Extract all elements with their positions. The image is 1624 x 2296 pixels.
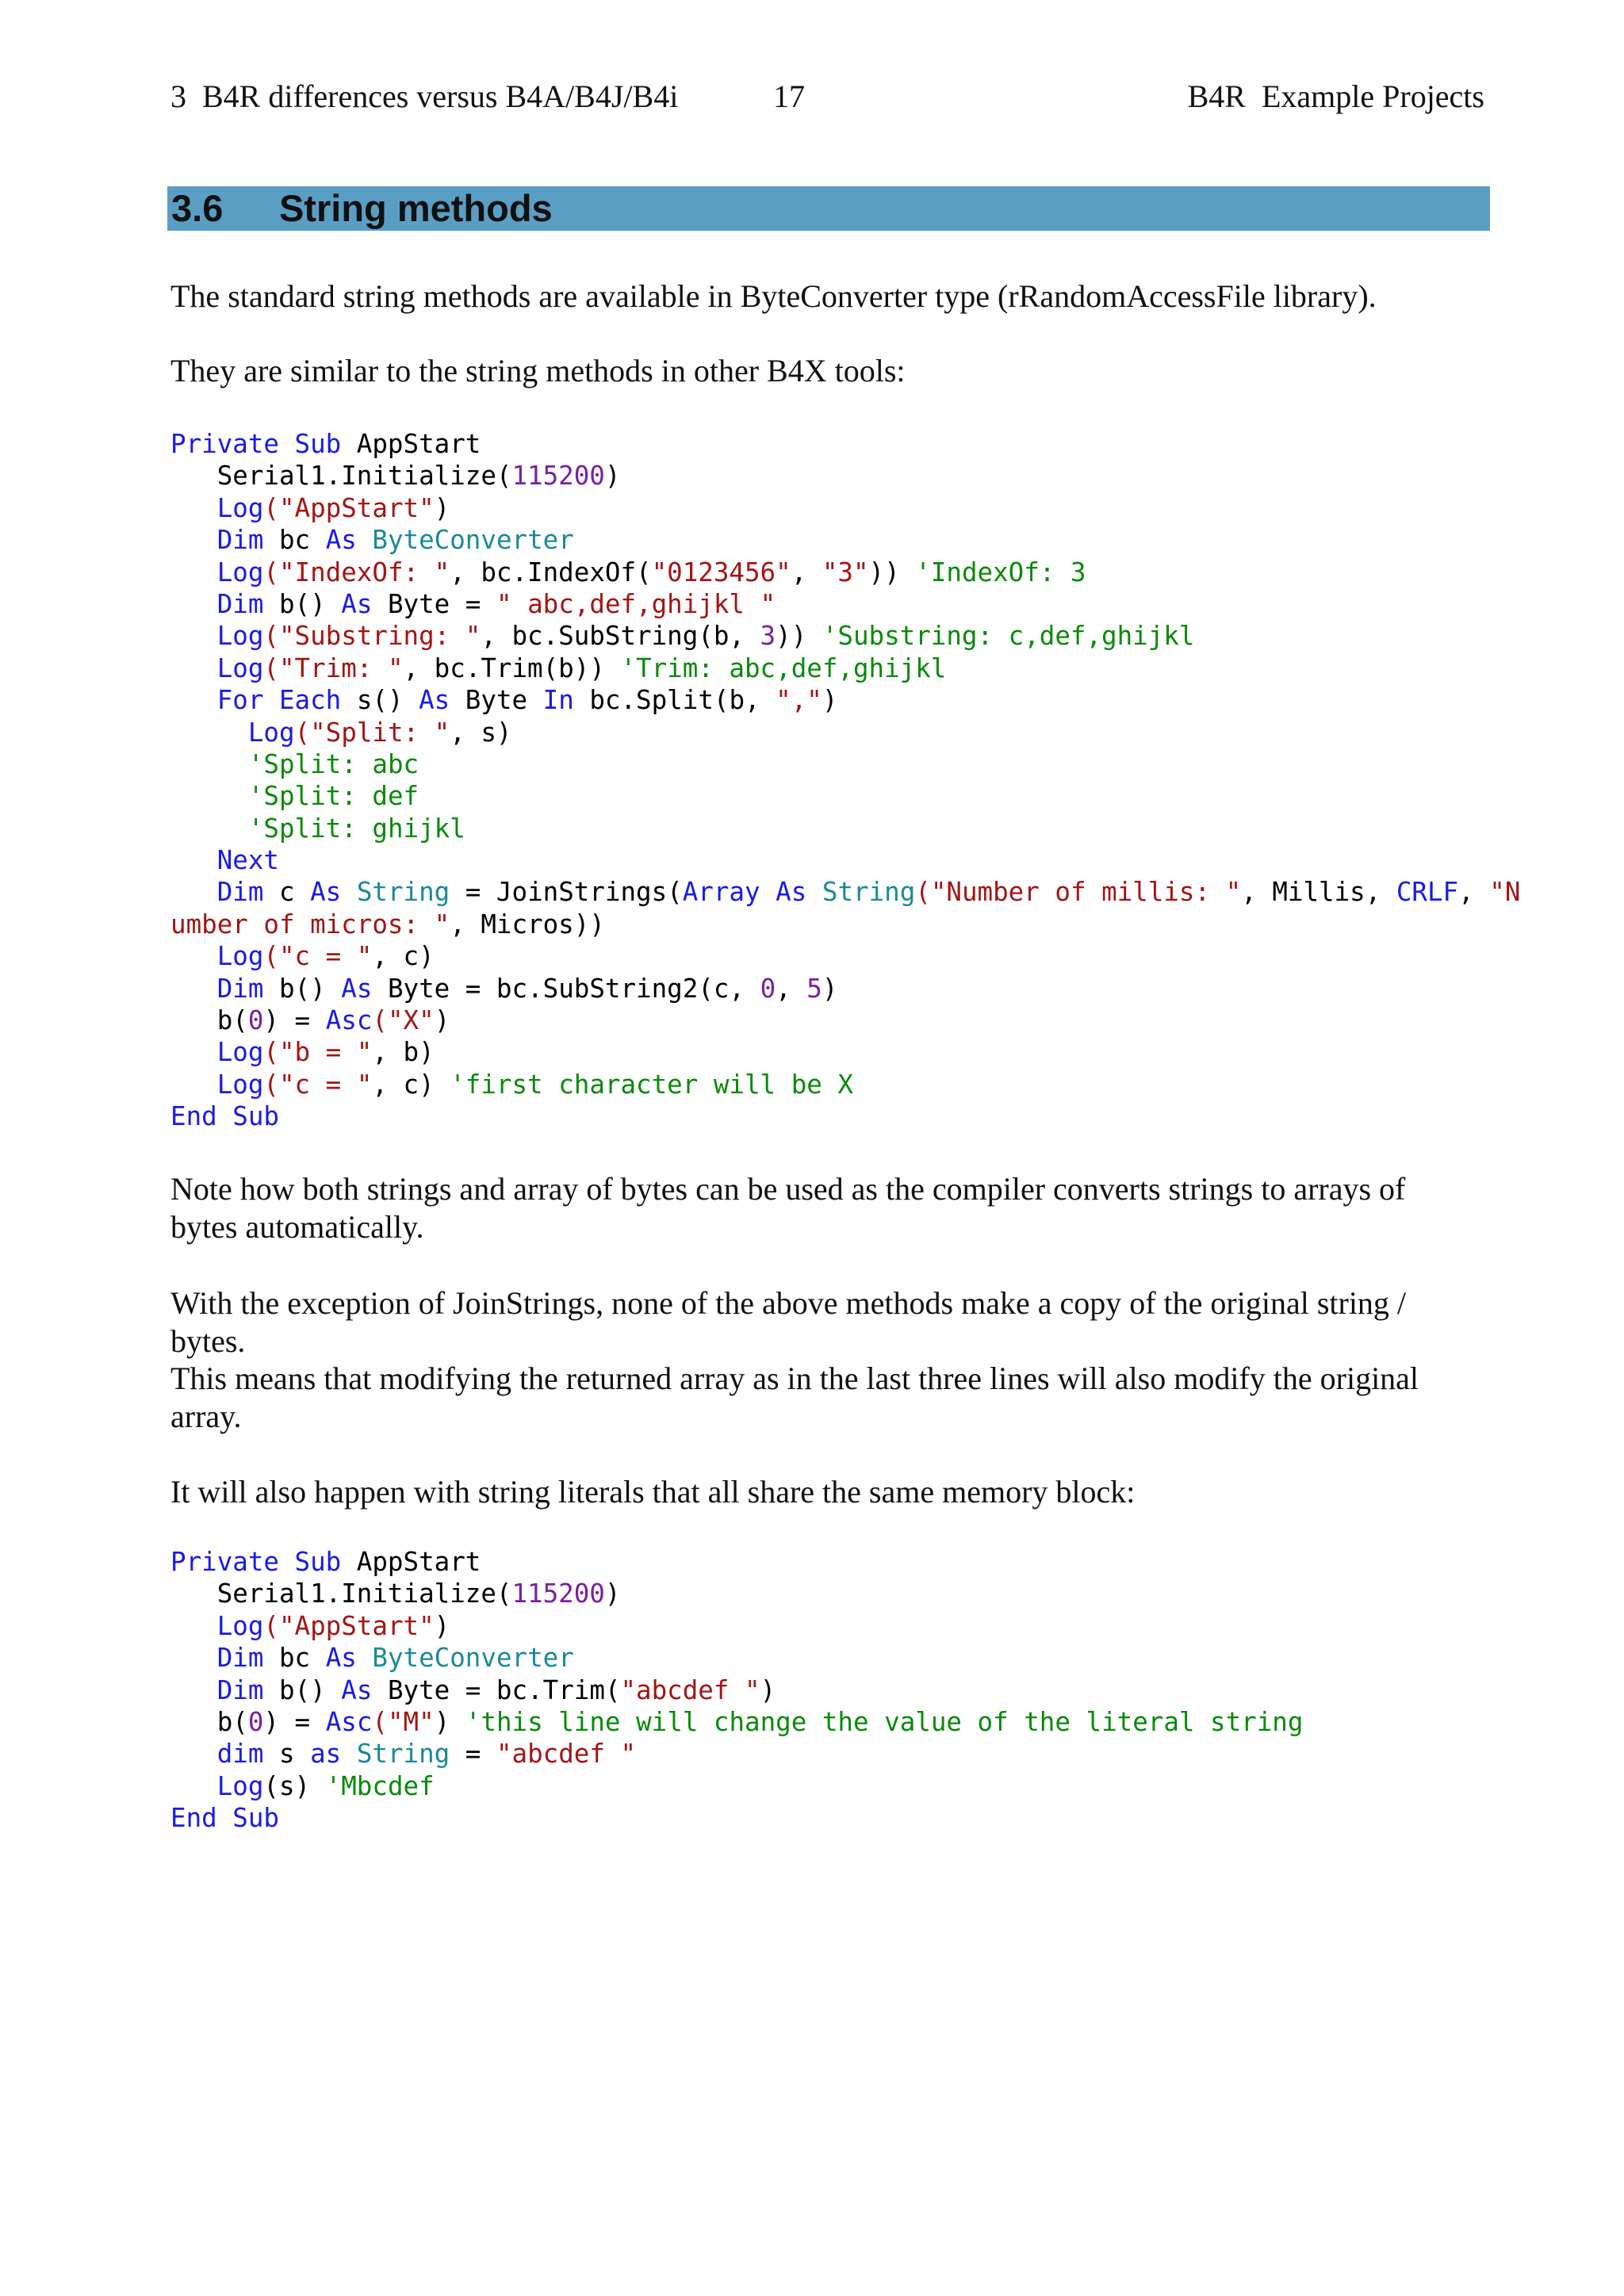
code-token [170, 493, 217, 523]
code-token: , c) [372, 1069, 435, 1100]
code-block-string-methods [170, 428, 1520, 1133]
code-token: Next [216, 845, 279, 876]
code-token: Log [216, 1610, 264, 1641]
code-line [170, 1100, 1520, 1132]
code-line [170, 1674, 1303, 1706]
code-token: For Each [216, 685, 342, 716]
code-token: 'Substring: c,def,ghijkl [806, 621, 1195, 652]
code-token: Log [216, 492, 264, 523]
code-token: , [1458, 877, 1490, 908]
code-line [170, 460, 1520, 492]
code-token: ("IndexOf: " [263, 557, 450, 587]
code-token [170, 718, 248, 748]
code-token: , bc.SubString(b, [481, 621, 760, 652]
code-token: Asc [325, 1706, 373, 1737]
code-token: , s) [450, 717, 512, 748]
code-token [806, 877, 822, 907]
code-token: "0123456" [651, 557, 791, 587]
code-token: 5 [806, 973, 822, 1004]
code-token: End Sub [170, 1101, 279, 1132]
code-token: End Sub [170, 1803, 279, 1834]
code-token: ) = [263, 1706, 326, 1737]
code-token: Asc [325, 1005, 373, 1036]
code-token: Private Sub [170, 429, 342, 459]
code-token [170, 525, 217, 555]
code-line [170, 588, 1520, 620]
code-token: Dim [216, 1643, 264, 1674]
code-token: Dim [216, 588, 264, 619]
code-line [170, 1069, 1520, 1100]
header-book-title: B4R Example Projects [1187, 78, 1484, 114]
code-token [170, 1611, 217, 1641]
code-token: ) [822, 973, 838, 1004]
code-token [170, 941, 217, 971]
code-line [170, 1004, 1520, 1036]
code-token: ("c = " [263, 941, 373, 972]
paragraph-note-line-2: bytes automatically. [170, 1209, 424, 1245]
code-token [357, 525, 373, 555]
code-token [170, 1771, 217, 1801]
code-token: 'Split: ghijkl [247, 813, 465, 844]
code-line [170, 973, 1520, 1004]
code-line [170, 1738, 1303, 1770]
code-token: ("M" [372, 1706, 435, 1737]
code-token [170, 845, 217, 875]
code-token [170, 653, 217, 683]
code-token: s() [341, 685, 419, 716]
code-token: b() [263, 1674, 342, 1705]
code-token [170, 589, 217, 619]
code-token: Log [216, 1037, 264, 1068]
code-token: , bc.IndexOf( [450, 557, 652, 587]
paragraph-exception-line-3: This means that modifying the returned array as in the last three lines will also modify the original [170, 1360, 1419, 1396]
code-token: = JoinStrings( [450, 877, 683, 908]
code-token [170, 1070, 217, 1100]
code-token [170, 781, 248, 811]
code-line [170, 557, 1520, 588]
code-line [170, 1770, 1303, 1802]
paragraph-exception-line-1: With the exception of JoinStrings, none of the above methods make a copy of the original string / [170, 1285, 1407, 1321]
code-token: , Millis, [1241, 877, 1396, 908]
code-token: ("Substring: " [263, 621, 481, 652]
code-token: ("b = " [263, 1037, 373, 1068]
code-token: b( [170, 1706, 248, 1737]
code-token: , [791, 557, 822, 587]
code-token [170, 877, 217, 907]
code-token: Byte [450, 685, 543, 716]
paragraph-exception-line-2: bytes. [170, 1323, 246, 1359]
code-token: As [776, 877, 807, 908]
code-token: (s) [263, 1770, 311, 1801]
section-title: String methods [279, 187, 553, 229]
code-token: As [310, 877, 342, 908]
code-token: ByteConverter [372, 525, 574, 556]
code-token: b( [170, 1005, 248, 1036]
code-line [170, 524, 1520, 556]
code-token: "," [776, 685, 822, 716]
code-line [170, 748, 1520, 780]
code-line [170, 844, 1520, 876]
code-token: ByteConverter [372, 1643, 574, 1674]
code-token: Dim [216, 1674, 264, 1705]
code-token [341, 877, 357, 907]
code-token: dim [216, 1739, 264, 1770]
code-line [170, 428, 1520, 460]
code-token: b() [263, 973, 342, 1004]
code-token: ) = [263, 1005, 326, 1036]
code-token [170, 813, 248, 844]
code-line [170, 684, 1520, 716]
code-token: 0 [247, 1005, 264, 1036]
code-token: ) [760, 1674, 776, 1705]
code-line [170, 1546, 1303, 1578]
code-token: , bc.Trim(b)) [403, 652, 605, 683]
code-token [170, 749, 248, 779]
code-token [170, 685, 217, 715]
code-token: As [341, 1674, 373, 1705]
code-token: s [263, 1739, 311, 1770]
code-token [170, 1643, 217, 1673]
code-token: Array [682, 877, 760, 908]
code-line [170, 909, 1520, 940]
code-token: 'IndexOf: 3 [899, 557, 1086, 587]
code-token: 115200 [511, 1578, 605, 1609]
code-token: umber of micros: " [170, 909, 450, 939]
code-token: As [325, 1643, 357, 1674]
code-token: 3 [760, 621, 776, 652]
code-token: )) [868, 557, 900, 587]
code-token: ("AppStart" [263, 1610, 435, 1641]
code-token: ("X" [372, 1005, 435, 1036]
code-line [170, 1578, 1303, 1609]
code-token: " abc,def,ghijkl " [496, 588, 776, 619]
code-token: ("AppStart" [263, 492, 435, 523]
code-token: bc [263, 1643, 326, 1674]
code-token [170, 1037, 217, 1067]
code-line [170, 1802, 1303, 1834]
section-heading [167, 186, 1490, 231]
code-token: , [776, 973, 807, 1004]
code-token: As [341, 973, 373, 1004]
code-line [170, 620, 1520, 652]
header-chapter: 3 B4R differences versus B4A/B4J/B4i [170, 78, 679, 114]
code-block-literal-example [170, 1546, 1303, 1835]
code-token: bc [263, 525, 326, 556]
code-token: Serial1.Initialize( [170, 461, 512, 492]
code-token: 'Split: abc [247, 748, 419, 779]
code-token: AppStart [341, 429, 481, 459]
code-token: as [310, 1739, 342, 1770]
code-line [170, 813, 1520, 844]
code-token: ("Number of millis: " [915, 877, 1242, 908]
code-token: Dim [216, 973, 264, 1004]
code-token: String [822, 877, 916, 908]
code-token: 'first character will be X [434, 1069, 853, 1100]
code-token: Dim [216, 525, 264, 556]
code-token: ) [434, 492, 450, 523]
code-token: 0 [247, 1706, 264, 1737]
code-line [170, 876, 1520, 908]
paragraph-similar: They are similar to the string methods in other B4X tools: [170, 353, 906, 388]
code-token: CRLF [1396, 877, 1459, 908]
code-token: ("Split: " [294, 717, 450, 748]
code-token: ("c = " [263, 1069, 373, 1100]
code-token: ) [434, 1005, 450, 1036]
code-token: "N [1489, 877, 1521, 908]
paragraph-literals: It will also happen with string literals that all share the same memory block: [170, 1474, 1136, 1510]
code-token: Byte = bc.Trim( [372, 1674, 621, 1705]
code-token: ) [434, 1706, 450, 1737]
code-token [341, 1739, 357, 1769]
code-token: "abcdef " [620, 1674, 760, 1705]
code-token: AppStart [341, 1547, 481, 1577]
code-token: As [419, 685, 450, 716]
code-token: 'Mbcdef [310, 1770, 435, 1801]
code-line [170, 1642, 1303, 1674]
code-line [170, 940, 1520, 972]
code-token: Log [216, 1770, 264, 1801]
code-token: c [263, 877, 311, 908]
header-page-number: 17 [773, 78, 805, 114]
paragraph-exception-line-4: array. [170, 1399, 242, 1434]
code-token: Byte = [372, 588, 496, 619]
code-token [170, 974, 217, 1004]
paragraph-note-line-1: Note how both strings and array of bytes can be used as the compiler converts strings to arrays of [170, 1171, 1406, 1207]
code-token: Private Sub [170, 1547, 342, 1577]
code-token: Log [247, 717, 295, 748]
code-token: Log [216, 941, 264, 972]
code-token: Log [216, 652, 264, 683]
code-token [170, 1739, 217, 1769]
code-token: 115200 [511, 461, 605, 492]
code-token [357, 1643, 373, 1673]
code-token: = [450, 1739, 496, 1770]
code-token: 0 [760, 973, 776, 1004]
code-token: , b) [372, 1037, 435, 1068]
code-token: As [325, 525, 357, 556]
code-line [170, 717, 1520, 748]
section-number: 3.6 [171, 187, 224, 229]
code-line [170, 1706, 1303, 1738]
code-token: Serial1.Initialize( [170, 1578, 512, 1609]
code-token: "3" [822, 557, 869, 587]
code-line [170, 652, 1520, 684]
code-line [170, 1610, 1303, 1642]
code-token: Log [216, 621, 264, 652]
code-token: )) [776, 621, 807, 652]
code-token: bc.Split(b, [573, 685, 776, 716]
code-token [170, 1675, 217, 1705]
code-token: Byte = bc.SubString2(c, [372, 973, 760, 1004]
paragraph-intro: The standard string methods are available in ByteConverter type (rRandomAccessFile library). [170, 278, 1377, 314]
code-token [760, 877, 776, 907]
code-token: 'Trim: abc,def,ghijkl [604, 652, 947, 683]
code-line [170, 780, 1520, 812]
code-token: b() [263, 588, 342, 619]
code-token [170, 557, 217, 587]
code-line [170, 1036, 1520, 1068]
code-token: String [356, 877, 450, 908]
code-token: String [356, 1739, 450, 1770]
code-token: 'Split: def [247, 781, 419, 812]
code-token: , c) [372, 941, 435, 972]
code-token: "abcdef " [496, 1739, 637, 1770]
code-token: Log [216, 557, 264, 587]
code-token: 'this line will change the value of the literal string [450, 1706, 1304, 1737]
code-token: ) [822, 685, 838, 716]
code-token: Log [216, 1069, 264, 1100]
code-token: ) [604, 1578, 621, 1609]
code-token [170, 621, 217, 651]
code-token: In [542, 685, 574, 716]
code-token: Dim [216, 877, 264, 908]
code-token: As [341, 588, 373, 619]
code-line [170, 492, 1520, 524]
code-token: ) [434, 1610, 450, 1641]
code-token: ) [604, 461, 621, 492]
code-token: ("Trim: " [263, 652, 404, 683]
code-token: , Micros)) [450, 909, 605, 939]
